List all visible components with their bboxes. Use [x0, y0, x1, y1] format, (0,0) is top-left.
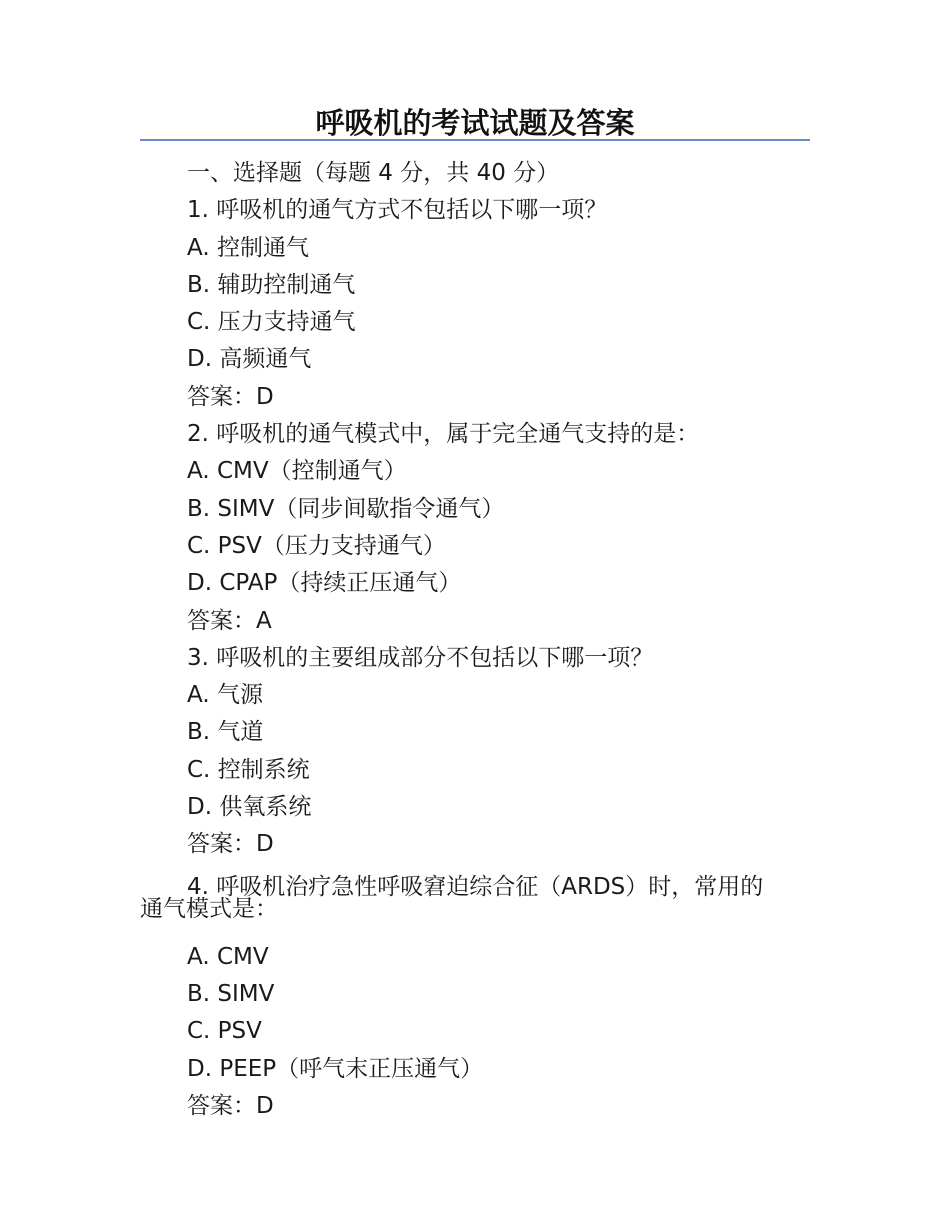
question-stem-4-line-2: 通气模式是：: [140, 895, 278, 922]
question-4-answer: 答案：D: [187, 1092, 274, 1119]
question-4-option-d: D. PEEP（呼气末正压通气）: [187, 1055, 484, 1082]
question-3-option-b: B. 气道: [187, 719, 264, 746]
document-body: [140, 155, 810, 1125]
question-2-option-b: B. SIMV（同步间歇指令通气）: [187, 495, 505, 522]
question-stem-2: 2. 呼吸机的通气模式中，属于完全通气支持的是：: [187, 421, 700, 448]
question-1-option-b: B. 辅助控制通气: [187, 271, 356, 298]
page-title: 呼吸机的考试试题及答案: [315, 106, 635, 140]
question-3-option-d: D. 供氧系统: [187, 794, 312, 821]
question-2-option-c: C. PSV（压力支持通气）: [187, 532, 446, 559]
question-stem-1: 1. 呼吸机的通气方式不包括以下哪一项？: [187, 197, 608, 224]
question-3-option-a: A. 气源: [187, 682, 263, 709]
question-1-option-a: A. 控制通气: [187, 234, 309, 261]
question-1-option-c: C. 压力支持通气: [187, 309, 356, 336]
question-stem-4: [140, 864, 810, 939]
question-stem-3: 3. 呼吸机的主要组成部分不包括以下哪一项？: [187, 644, 654, 671]
question-3-answer: 答案：D: [187, 831, 274, 858]
section-heading: 一、选择题（每题 4 分，共 40 分）: [187, 160, 560, 186]
question-3-option-c: C. 控制系统: [187, 756, 310, 783]
question-4-option-a: A. CMV: [187, 943, 269, 970]
question-2-option-a: A. CMV（控制通气）: [187, 458, 407, 485]
question-4-option-c: C. PSV: [187, 1018, 262, 1045]
question-1-option-d: D. 高频通气: [187, 346, 312, 373]
question-2-option-d: D. CPAP（持续正压通气）: [187, 570, 462, 597]
question-4-option-b: B. SIMV: [187, 980, 275, 1007]
question-1-answer: 答案：D: [187, 383, 274, 410]
question-2-answer: 答案：A: [187, 607, 272, 634]
title-underline: [140, 139, 810, 141]
question-stem-4-line-1: 4. 呼吸机治疗急性呼吸窘迫综合征（ARDS）时，常用的: [187, 873, 764, 900]
